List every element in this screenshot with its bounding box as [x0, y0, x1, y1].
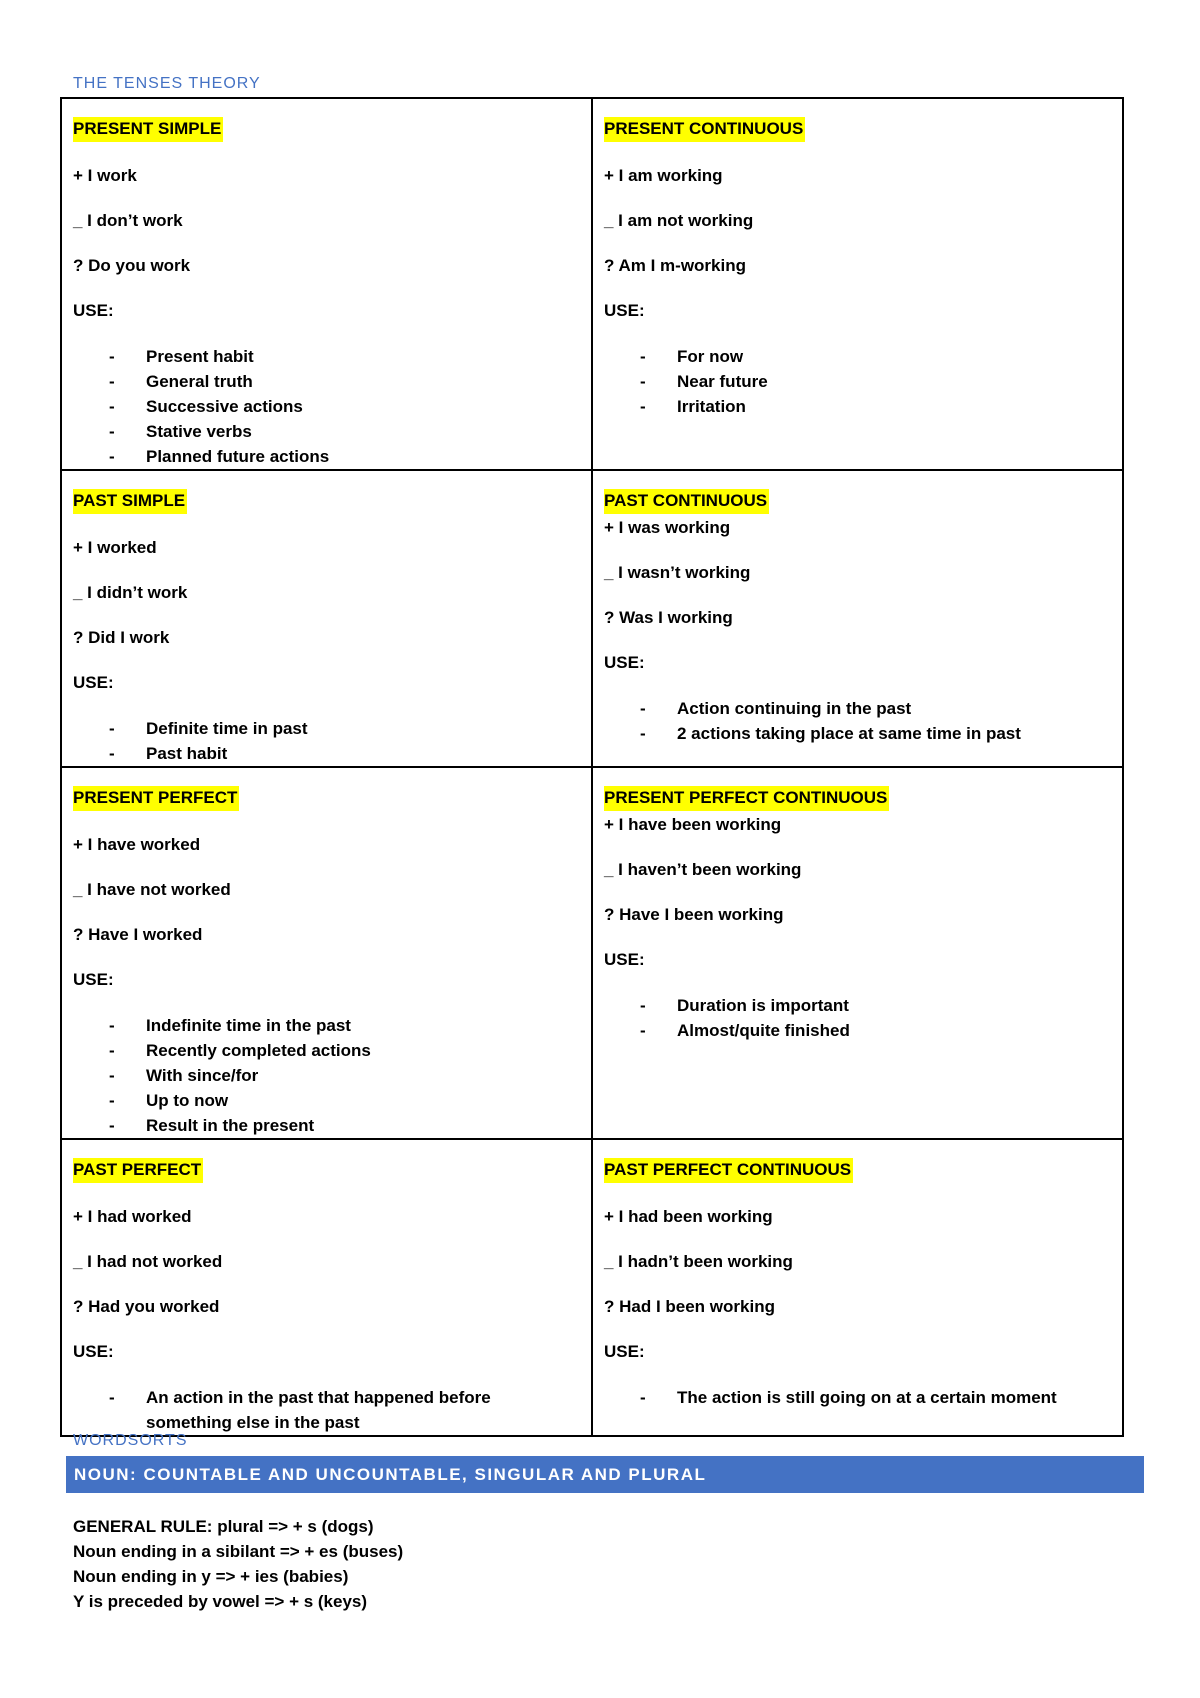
use-label: USE: — [73, 301, 114, 320]
use-item: - Irritation — [640, 397, 746, 416]
positive-form: + I had been working — [604, 1207, 773, 1226]
use-item: - Result in the present — [109, 1116, 315, 1135]
use-list — [604, 344, 1112, 419]
rule-line: Noun ending in a sibilant => + es (buses) — [73, 1542, 404, 1561]
tense-cell — [592, 1139, 1123, 1436]
use-list — [604, 696, 1112, 746]
tense-cell — [61, 98, 592, 470]
use-item: - Action continuing in the past — [640, 699, 912, 718]
use-item: - Up to now — [109, 1091, 229, 1110]
negative-form: _ I had not worked — [73, 1252, 223, 1271]
use-list — [73, 1385, 581, 1435]
tense-title: PRESENT SIMPLE — [73, 117, 223, 142]
use-item: - Past habit — [109, 744, 228, 763]
negative-form: _ I have not worked — [73, 880, 231, 899]
use-item: - An action in the past that happened before something else in the past — [109, 1388, 491, 1432]
use-label: USE: — [604, 653, 645, 672]
page-heading: THE TENSES THEORY — [73, 75, 261, 92]
use-list — [604, 993, 1112, 1043]
use-item: - 2 actions taking place at same time in past — [640, 724, 1021, 743]
positive-form: + I work — [73, 166, 137, 185]
use-item: - With since/for — [109, 1066, 259, 1085]
tense-title: PRESENT CONTINUOUS — [604, 117, 805, 142]
use-label: USE: — [604, 301, 645, 320]
negative-form: _ I am not working — [604, 211, 754, 230]
rule-line: Noun ending in y => + ies (babies) — [73, 1567, 349, 1586]
tense-title: PAST SIMPLE — [73, 489, 187, 514]
negative-form: _ I didn’t work — [73, 583, 188, 602]
use-list — [604, 1385, 1112, 1410]
use-item: - General truth — [109, 372, 253, 391]
use-label: USE: — [73, 673, 114, 692]
negative-form: _ I haven’t been working — [604, 860, 802, 879]
use-label: USE: — [604, 950, 645, 969]
tense-cell — [61, 767, 592, 1139]
tense-title: PRESENT PERFECT CONTINUOUS — [604, 786, 889, 811]
use-item: - Recently completed actions — [109, 1041, 371, 1060]
use-item: - Definite time in past — [109, 719, 308, 738]
question-form: ? Was I working — [604, 608, 733, 627]
question-form: ? Had you worked — [73, 1297, 220, 1316]
use-item: - Duration is important — [640, 996, 849, 1015]
positive-form: + I was working — [604, 518, 731, 537]
tense-cell — [592, 98, 1123, 470]
rule-line: Y is preceded by vowel => + s (keys) — [73, 1592, 368, 1611]
tense-cell — [592, 767, 1123, 1139]
use-label: USE: — [604, 1342, 645, 1361]
question-form: ? Do you work — [73, 256, 191, 275]
noun-section-banner: NOUN: COUNTABLE AND UNCOUNTABLE, SINGULAR AND PLURAL — [66, 1456, 1144, 1493]
positive-form: + I am working — [604, 166, 723, 185]
negative-form: _ I hadn’t been working — [604, 1252, 793, 1271]
use-item: - Near future — [640, 372, 768, 391]
use-item: - Indefinite time in the past — [109, 1016, 351, 1035]
tense-cell — [592, 470, 1123, 767]
tenses-table — [60, 97, 1124, 1437]
question-form: ? Have I been working — [604, 905, 784, 924]
tense-cell — [61, 470, 592, 767]
use-list — [73, 344, 581, 469]
positive-form: + I worked — [73, 538, 157, 557]
wordsorts-heading: WORDSORTS — [73, 1432, 188, 1449]
use-list — [73, 1013, 581, 1138]
use-item: - For now — [640, 347, 744, 366]
tense-title: PAST PERFECT CONTINUOUS — [604, 1158, 853, 1183]
use-item: - Almost/quite finished — [640, 1021, 850, 1040]
question-form: ? Am I m-working — [604, 256, 746, 275]
positive-form: + I have worked — [73, 835, 201, 854]
use-item: - Present habit — [109, 347, 254, 366]
positive-form: + I had worked — [73, 1207, 192, 1226]
tense-title: PAST PERFECT — [73, 1158, 203, 1183]
positive-form: + I have been working — [604, 815, 782, 834]
question-form: ? Have I worked — [73, 925, 203, 944]
question-form: ? Had I been working — [604, 1297, 775, 1316]
use-item: - Successive actions — [109, 397, 303, 416]
tense-cell — [61, 1139, 592, 1436]
use-list — [73, 716, 581, 766]
use-item: - Planned future actions — [109, 447, 330, 466]
question-form: ? Did I work — [73, 628, 170, 647]
negative-form: _ I wasn’t working — [604, 563, 751, 582]
use-item: - Stative verbs — [109, 422, 252, 441]
use-label: USE: — [73, 1342, 114, 1361]
negative-form: _ I don’t work — [73, 211, 183, 230]
rule-line: GENERAL RULE: plural => + s (dogs) — [73, 1517, 374, 1536]
tense-title: PRESENT PERFECT — [73, 786, 239, 811]
tense-title: PAST CONTINUOUS — [604, 489, 769, 514]
use-item: - The action is still going on at a certain moment — [640, 1388, 1057, 1407]
use-label: USE: — [73, 970, 114, 989]
plural-rules — [73, 1514, 403, 1614]
